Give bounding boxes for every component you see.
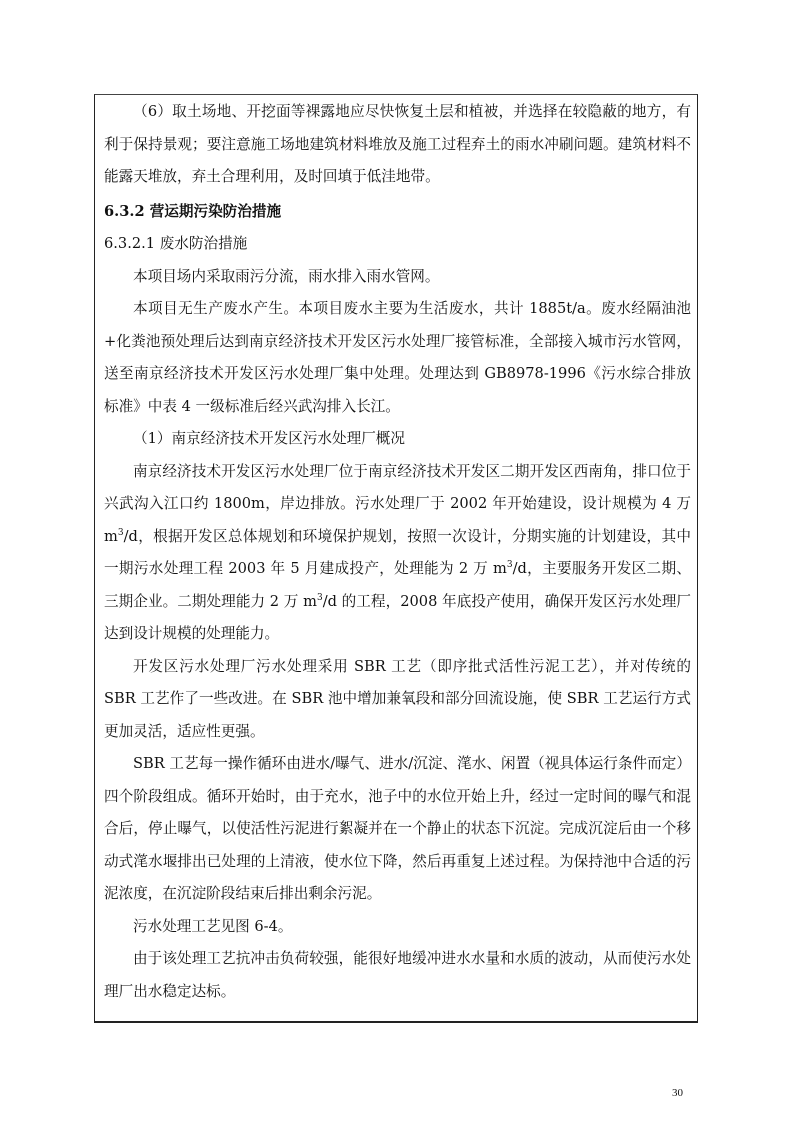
paragraph-figure-reference: 污水处理工艺见图 6-4。 (133, 917, 293, 935)
paragraph-rain-sewage-separation: 本项目场内采取雨污分流，雨水排入雨水管网。 (133, 267, 440, 285)
paragraph-wastewater-description: 本项目无生产废水产生。本项目废水主要为生活废水，共计 1885t/a。废水经隔油池+化粪池预处理后达到南京经济技术开发区污水处理厂接管标准，全部接入城市污水管网，送至南京经济技术开发区污水处理厂集中处理。处理达到 GB8978-1996《污水综合排放标准》中表 4 一级标准后经兴武沟排入长江。 (104, 300, 691, 415)
document-body (104, 96, 691, 1008)
paragraph-sbr-cycle: SBR 工艺每一操作循环由进水/曝气、进水/沉淀、滗水、闲置（视具体运行条件而定）四个阶段组成。循环开始时，由于充水，池子中的水位开始上升，经过一定时间的曝气和混合后，停止曝气，以使活性污泥进行絮凝并在一个静止的状态下沉淀。完成沉淀后由一个移动式滗水堰排出已处理的上清液，使水位下降，然后再重复上述过程。为保持池中合适的污泥浓度，在沉淀阶段结束后排出剩余污泥。 (104, 755, 691, 902)
paragraph-sbr-process: 开发区污水处理厂污水处理采用 SBR 工艺（即序批式活性污泥工艺），并对传统的 SBR 工艺作了一些改进。在 SBR 池中增加兼氧段和部分回流设施，使 SBR 工艺运行方式更加灵活，适应性更强。 (104, 657, 691, 740)
paragraph-plant-overview: 南京经济技术开发区污水处理厂位于南京经济技术开发区二期开发区西南角，排口位于兴武沟入江口约 1800m，岸边排放。污水处理厂于 2002 年开始建设，设计规模为 4 万 $m^3/d$，根据开发区总体规划和环境保护规划，按照一次设计，分期实施的计划建设，其中一期污水处理工程 2003 年 5 月建成投产，处理能为 2 万 $m^3/d$，主要服务开发区二期、三期企业。二期处理能力 2 万 $m^3/d$ 的工程，2008 年底投产使用，确保开发区污水处理厂达到设计规模的处理能力。 (104, 462, 691, 642)
page-number: 30 (672, 1087, 683, 1099)
paragraph-conclusion: 由于该处理工艺抗冲击负荷较强，能很好地缓冲进水水量和水质的波动，从而使污水处理厂出水稳定达标。 (104, 950, 691, 1000)
paragraph-soil-restoration: （6）取土场地、开挖面等裸露地应尽快恢复土层和植被，并选择在较隐蔽的地方，有利于保持景观；要注意施工场地建筑材料堆放及施工过程弃土的雨水冲刷问题。建筑材料不能露天堆放，弃土合理利用，及时回填于低洼地带。 (104, 103, 691, 185)
section-heading-6-3-2: 6.3.2 营运期污染防治措施 (104, 202, 282, 220)
subsection-heading-6-3-2-1: 6.3.2.1 废水防治措施 (104, 235, 248, 252)
paragraph-plant-overview-heading: （1）南京经济技术开发区污水处理厂概况 (133, 430, 405, 447)
